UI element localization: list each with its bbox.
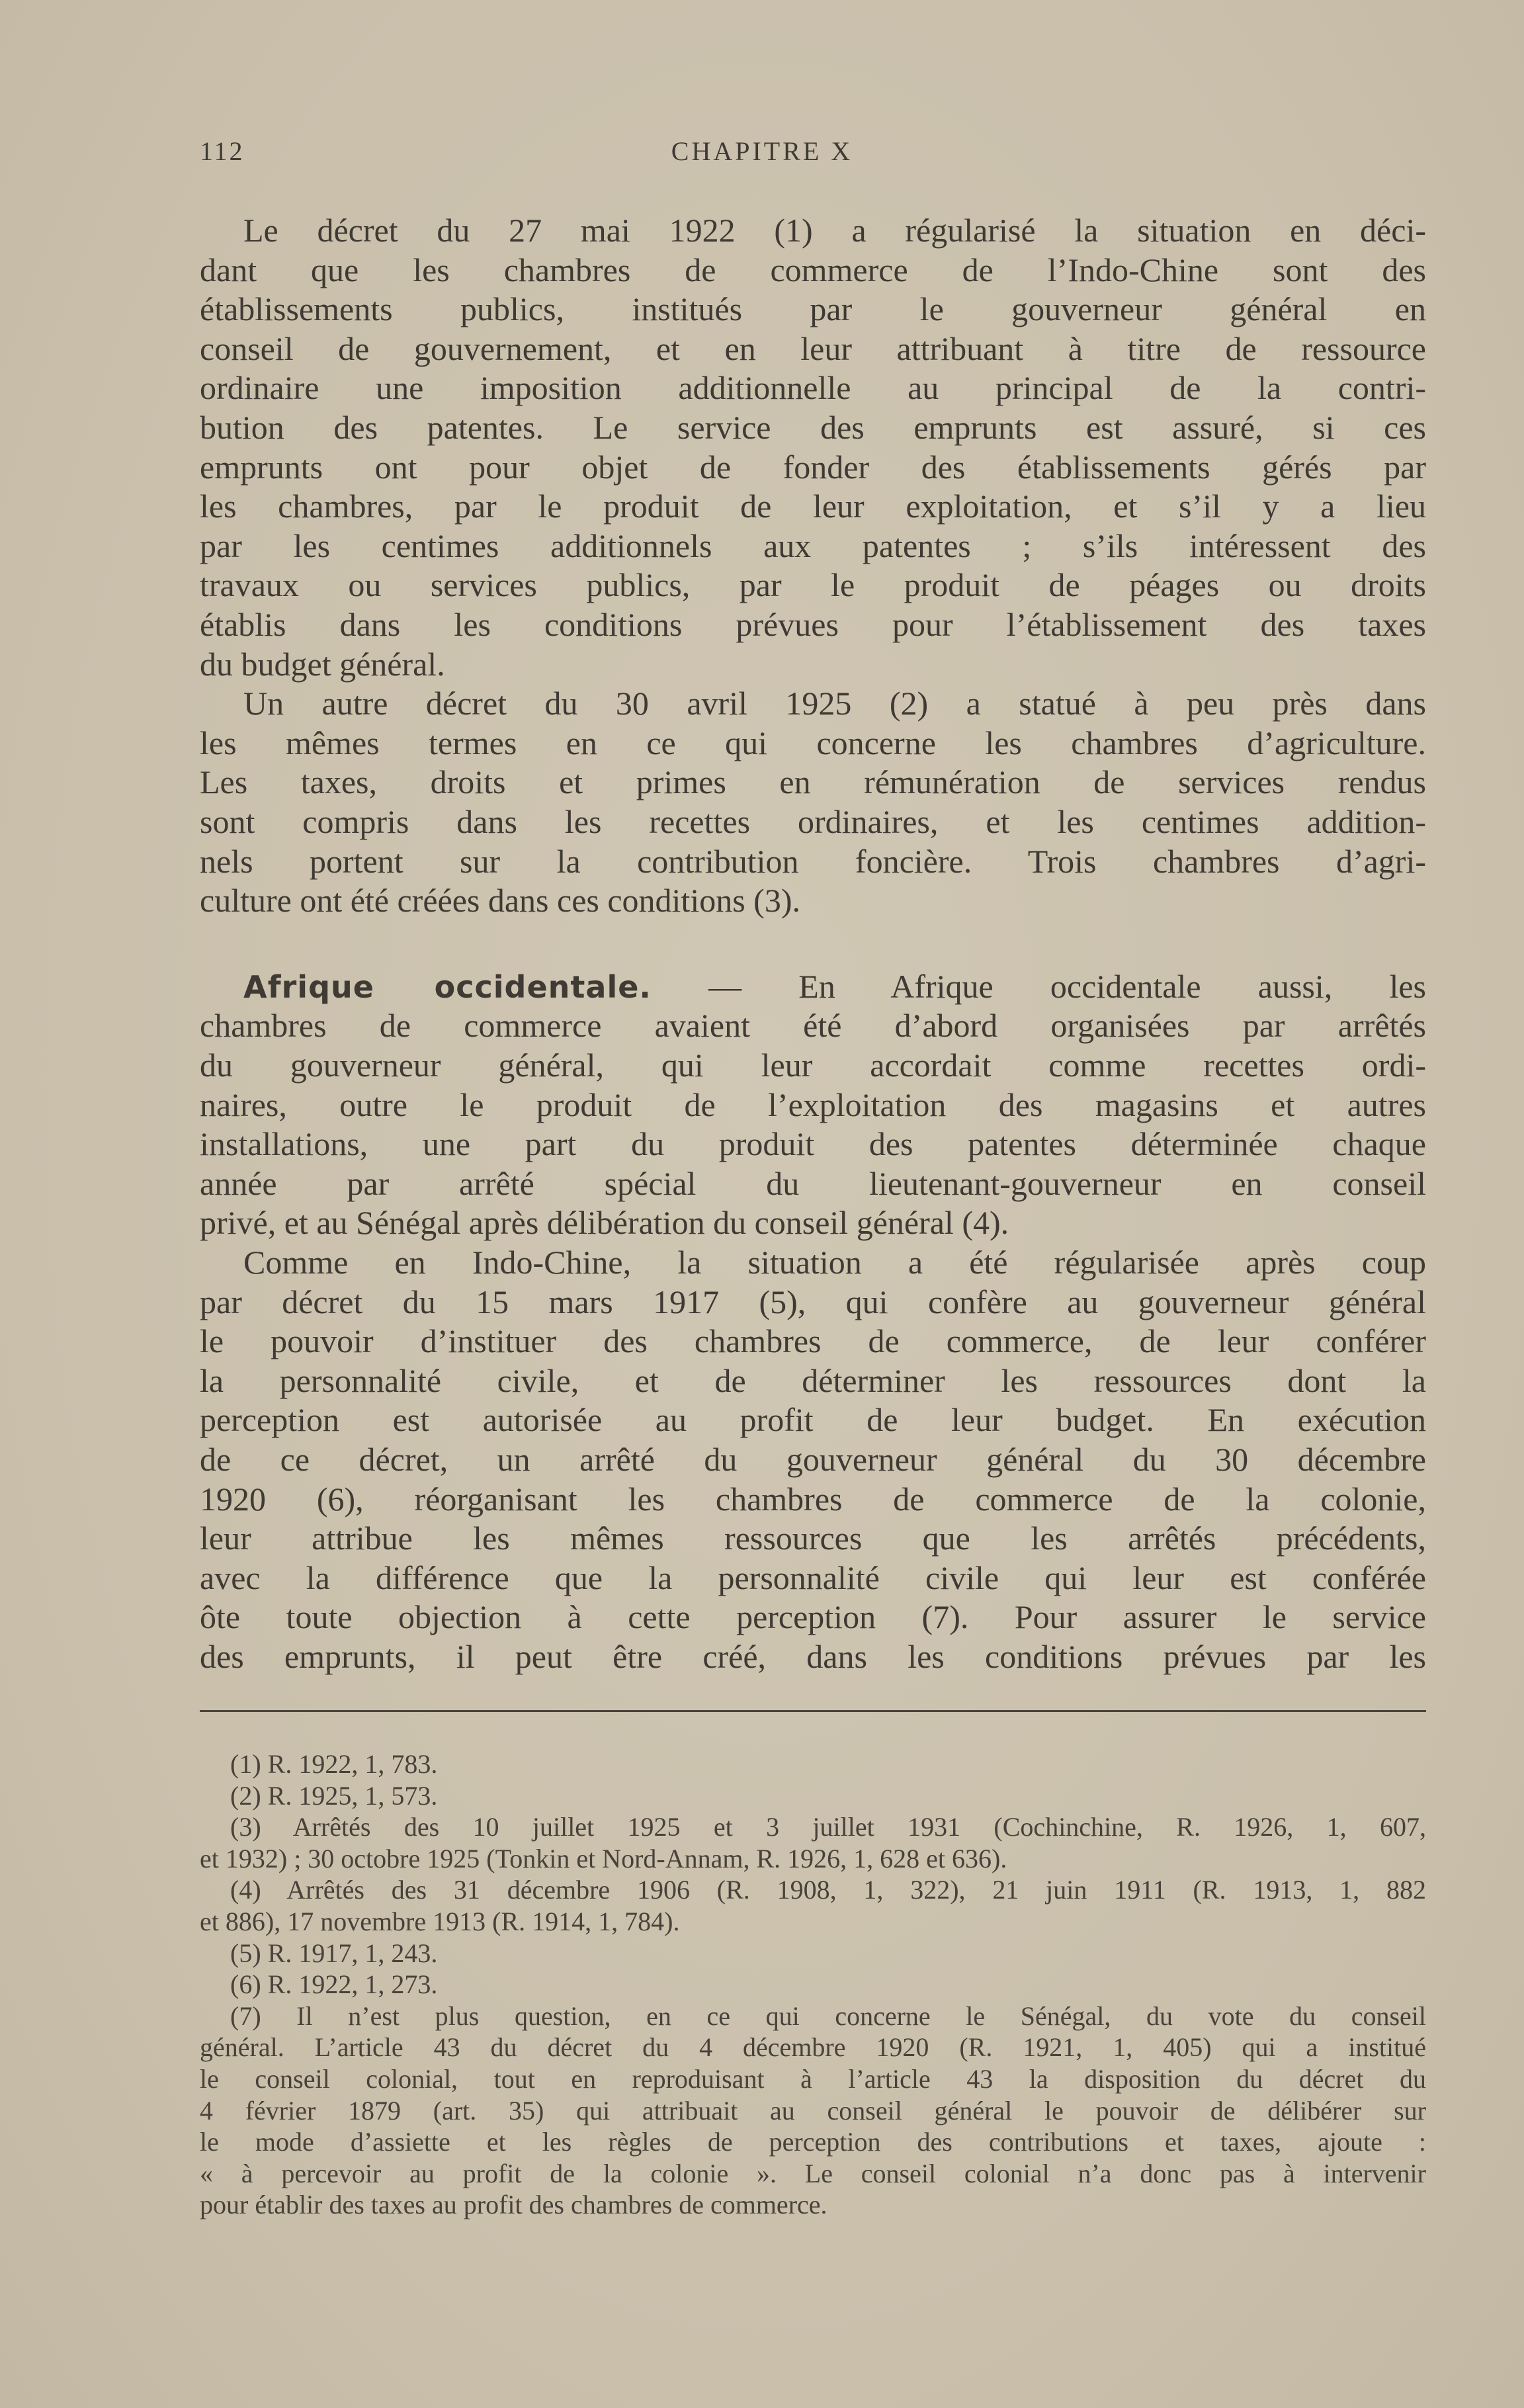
- text-line: avec la différence que la personnalité civile qui leur est conférée: [200, 1559, 1426, 1596]
- footnote-line: « à percevoir au profit de la colonie ». Le conseil colonial n’a donc pas à intervenir: [200, 2159, 1426, 2188]
- footnote-line: (3) Arrêtés des 10 juillet 1925 et 3 juillet 1931 (Cochinchine, R. 1926, 1, 607,: [230, 1812, 1426, 1842]
- footnote-line: pour établir des taxes au profit des chambres de commerce.: [200, 2190, 827, 2219]
- text-line: perception est autorisée au profit de leur budget. En exécution: [200, 1401, 1426, 1438]
- footnote-line: et 1932) ; 30 octobre 1925 (Tonkin et Nord-Annam, R. 1926, 1, 628 et 636).: [200, 1844, 1007, 1873]
- footnote-line: (7) Il n’est plus question, en ce qui concerne le Sénégal, du vote du conseil: [230, 2001, 1426, 2031]
- footnote-line: le conseil colonial, tout en reproduisant à l’article 43 la disposition du décret du: [200, 2064, 1426, 2094]
- footnote-line: (5) R. 1917, 1, 243.: [230, 1938, 438, 1968]
- section-heading: Afrique occidentale.: [243, 969, 652, 1005]
- text-line: par les centimes additionnels aux patentes ; s’ils intéressent des: [200, 527, 1426, 564]
- text-line: Comme en Indo-Chine, la situation a été régularisée après coup: [243, 1244, 1426, 1281]
- footnote-line: et 886), 17 novembre 1913 (R. 1914, 1, 784).: [200, 1907, 680, 1936]
- text-line-content: — En Afrique occidentale aussi, les: [651, 968, 1426, 1005]
- footnote-line: (2) R. 1925, 1, 573.: [230, 1781, 438, 1811]
- text-line: établis dans les conditions prévues pour l’établissement des taxes: [200, 606, 1426, 643]
- text-line: des emprunts, il peut être créé, dans les conditions prévues par les: [200, 1638, 1426, 1675]
- footnote-line: général. L’article 43 du décret du 4 décembre 1920 (R. 1921, 1, 405) qui a institué: [200, 2032, 1426, 2062]
- text-line: la personnalité civile, et de déterminer les ressources dont la: [200, 1362, 1426, 1399]
- footnote-line: le mode d’assiette et les règles de perception des contributions et taxes, ajoute :: [200, 2127, 1426, 2157]
- page-number: 112: [200, 136, 245, 166]
- footnote-divider: [200, 1710, 1426, 1712]
- footnote-line: (4) Arrêtés des 31 décembre 1906 (R. 1908, 1, 322), 21 juin 1911 (R. 1913, 1, 882: [230, 1875, 1426, 1905]
- text-line: travaux ou services publics, par le produit de péages ou droits: [200, 566, 1426, 603]
- text-line: ôte toute objection à cette perception (7). Pour assurer le service: [200, 1598, 1426, 1635]
- text-line: installations, une part du produit des patentes déterminée chaque: [200, 1125, 1426, 1162]
- text-line: le pouvoir d’instituer des chambres de commerce, de leur conférer: [200, 1322, 1426, 1359]
- text-line: bution des patentes. Le service des emprunts est assuré, si ces: [200, 409, 1426, 446]
- footnote-line: (6) R. 1922, 1, 273.: [230, 1969, 438, 1999]
- footnote-line: (1) R. 1922, 1, 783.: [230, 1749, 438, 1779]
- text-line: établissements publics, institués par le gouverneur général en: [200, 290, 1426, 327]
- text-line: Un autre décret du 30 avril 1925 (2) a statué à peu près dans: [243, 685, 1426, 722]
- text-line: Le décret du 27 mai 1922 (1) a régularisé la situation en déci-: [243, 212, 1426, 249]
- text-line: 1920 (6), réorganisant les chambres de commerce de la colonie,: [200, 1481, 1426, 1518]
- text-line: année par arrêté spécial du lieutenant-gouverneur en conseil: [200, 1165, 1426, 1202]
- text-line: nels portent sur la contribution foncière. Trois chambres d’agri-: [200, 843, 1426, 880]
- text-line: leur attribue les mêmes ressources que les arrêtés précédents,: [200, 1520, 1426, 1557]
- text-line: les mêmes termes en ce qui concerne les chambres d’agriculture.: [200, 724, 1426, 761]
- text-line: culture ont été créées dans ces conditions (3).: [200, 882, 800, 919]
- footnote-line: 4 février 1879 (art. 35) qui attribuait au conseil général le pouvoir de délibérer sur: [200, 2096, 1426, 2126]
- text-line: naires, outre le produit de l’exploitation des magasins et autres: [200, 1086, 1426, 1123]
- text-line: de ce décret, un arrêté du gouverneur général du 30 décembre: [200, 1441, 1426, 1478]
- running-header-chapter: CHAPITRE X: [671, 136, 853, 166]
- text-line: Les taxes, droits et primes en rémunération de services rendus: [200, 763, 1426, 800]
- text-line: emprunts ont pour objet de fonder des établissements gérés par: [200, 449, 1426, 486]
- text-line: par décret du 15 mars 1917 (5), qui confère au gouverneur général: [200, 1283, 1426, 1320]
- text-line: sont compris dans les recettes ordinaires, et les centimes addition-: [200, 803, 1426, 840]
- text-line: ordinaire une imposition additionnelle au principal de la contri-: [200, 369, 1426, 406]
- text-line: conseil de gouvernement, et en leur attribuant à titre de ressource: [200, 330, 1426, 367]
- text-line: dant que les chambres de commerce de l’Indo-Chine sont des: [200, 251, 1426, 288]
- text-line: chambres de commerce avaient été d’abord organisées par arrêtés: [200, 1007, 1426, 1044]
- text-line: [243, 967, 1426, 1006]
- text-line: du gouverneur général, qui leur accordait comme recettes ordi-: [200, 1047, 1426, 1084]
- text-line: privé, et au Sénégal après délibération du conseil général (4).: [200, 1204, 1009, 1241]
- text-line: du budget général.: [200, 646, 445, 683]
- text-line: les chambres, par le produit de leur exploitation, et s’il y a lieu: [200, 488, 1426, 525]
